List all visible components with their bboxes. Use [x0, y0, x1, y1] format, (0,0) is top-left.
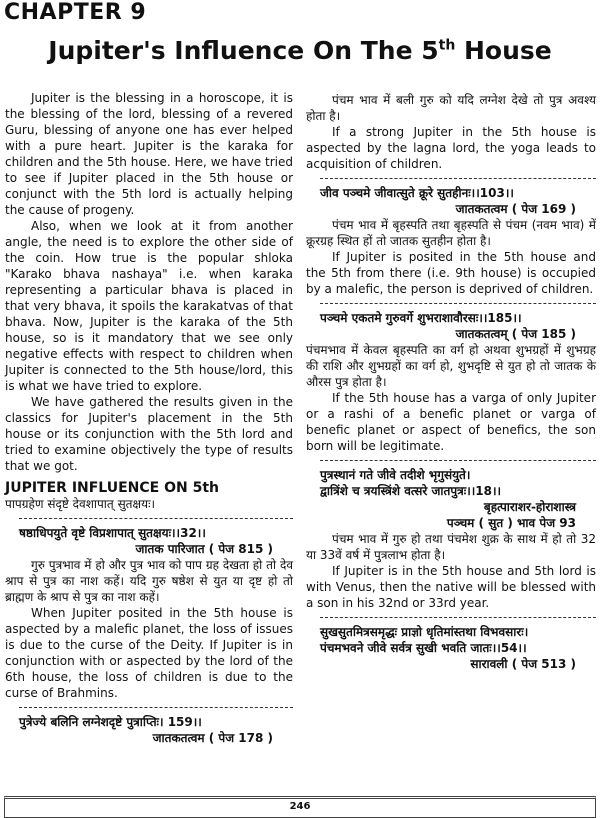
divider [320, 303, 596, 304]
hindi-translation: गुरु पुत्रभाव में हो और पुत्र भाव को पाप ग्रह देखता हो तो देव श्राप से पुत्र का नाश कहें। यदि गुरु षष्ठेश से युत या दृष्ट हो तो ब्राह्मण के श्राप से पुत्र का नाश कहें। [5, 558, 293, 604]
divider [320, 178, 596, 179]
shloka-verse: षष्ठाधिपयुते वृष्टे विप्रशापात् सुतक्षयः।।32।। [19, 526, 206, 540]
shloka-reference: पञ्चम ( सुत ) भाव पेज 93 [446, 516, 576, 530]
divider [19, 518, 293, 519]
page-title: Jupiter's Influence On The 5th House [48, 36, 552, 65]
shloka-verse: द्वात्रिंशे च त्रयस्त्रिंशे वत्सरे जातपुत्रः।।18।। [320, 484, 502, 498]
shloka-reference: सारावली ( पेज 513 ) [470, 657, 576, 671]
english-translation: If a strong Jupiter in the 5th house is aspected by the lagna lord, the yoga leads to acquisition of children. [306, 125, 596, 171]
english-translation: If Jupiter is in the 5th house and 5th lord is with Venus, then the native will be blessed with a son in his 32nd or 33rd year. [306, 564, 596, 610]
section-heading: JUPITER INFLUENCE ON 5th [5, 480, 219, 496]
paragraph-gathered: We have gathered the results given in the classics for Jupiter's placement in the 5th house or its conjunction with the 5th lord and tried to examine objectively the type of results that we got. [5, 395, 293, 473]
shloka-reference: जातक पारिजात ( पेज 815 ) [135, 542, 273, 556]
divider [19, 707, 293, 708]
divider [320, 617, 596, 618]
shloka-verse: जीव पञ्चमे जीवात्सुते क्रूरे सुतहीनः।।103।। [320, 186, 514, 200]
shloka-verse: पुत्रस्थानं गते जीवे तदीशे भृगुसंयुते। [320, 468, 471, 482]
divider [320, 460, 596, 461]
hindi-translation: पंचम भाव में बली गुरु को यदि लग्नेश देखे तो पुत्र अवश्य होता है। [306, 93, 596, 123]
english-translation: If Jupiter is posited in the 5th house and the 5th from there (i.e. 9th house) is occupied by a malefic, the person is deprived of children. [306, 250, 596, 296]
shloka-reference: जातकतत्वम ( पेज 169 ) [455, 202, 576, 216]
right-column [306, 92, 596, 672]
shloka-verse: पञ्चमे एकतमे गुरुवर्गे शुभराशावौरसः।।185।। [320, 311, 522, 325]
english-translation: If the 5th house has a varga of only Jupiter or a rashi of a benefic planet or varga of benefic planet or aspect of benefics, the son born will be legitimate. [306, 391, 596, 453]
english-translation: When Jupiter posited in the 5th house is aspected by a malefic planet, the loss of issues is due to the curse of the Deity. If Jupiter is in conjunction with or aspected by the lord of the 6th house, the loss of children is due to the curse of Brahmins. [5, 606, 293, 700]
hindi-translation: पंचम भाव में गुरु हो तथा पंचमेश शुक्र के साथ में हो तो 32 या 33वें वर्ष में पुत्रलाभ होता है। [306, 532, 596, 562]
shloka-line: पापग्रहेण संदृष्टे देवशापात् सुतक्षयः। [5, 497, 156, 511]
page-number: 246 [289, 801, 311, 812]
chapter-label: CHAPTER 9 [4, 0, 147, 25]
left-column [5, 90, 293, 746]
shloka-verse: पुत्रेज्ये बलिनि लग्नेशदृष्टे पुत्राप्तिः। 159।। [19, 715, 202, 729]
hindi-translation: पंचमभाव में केवल बृहस्पति का वर्ग हो अथवा शुभग्रहों में शुभग्रह की राशि और शुभग्रहों का वर्ग हो, शुभदृष्टि से युत हो तो जातक के औरस पुत्र होता है। [306, 343, 596, 389]
paragraph-karako: Also, when we look at it from another angle, the need is to explore the other side of the coin. How true is the popular shloka "Karako bhava nashaya" i.e. when karaka representing a particular bhava is placed in that very bhava, it spoils the karakatvas of that bhava. Now, Jupiter is the karaka of the 5th house, so is it mandatory that we see only negative effects with respect to children when Jupiter is connected to the 5th house/lord, this is what we have tried to explore. [5, 219, 293, 393]
shloka-reference: जातकतत्वम ( पेज 178 ) [152, 731, 273, 745]
shloka-verse: सुखसुतमित्रसमृद्धः प्राज्ञो धृतिमांस्तथा विभवसारः। [320, 625, 529, 639]
shloka-reference: जातकतत्वम् ( पेज 185 ) [455, 327, 576, 341]
shloka-reference: बृहत्पाराशर-होराशास्त्र [483, 500, 576, 514]
page-footer [4, 796, 596, 818]
hindi-translation: पंचम भाव में बृहस्पति तथा बृहस्पति से पंचम (नवम भाव) में क्रूरग्रह स्थित हों तो जातक सुतहीन होता है। [306, 218, 596, 248]
paragraph-intro: Jupiter is the blessing in a horoscope, it is the blessing of the lord, blessing of a revered Guru, blessing of anyone one has ever helped with a pure heart. Jupiter is the karaka for children and the 5th house. Here, we have tried to see if Jupiter placed in the 5th house or conjunct with the 5th lord is actually helping the cause of progeny. [5, 91, 293, 217]
shloka-verse: पंचमभवने जीवे सर्वत्र सुखी भवति जातः।।54।। [320, 641, 527, 655]
